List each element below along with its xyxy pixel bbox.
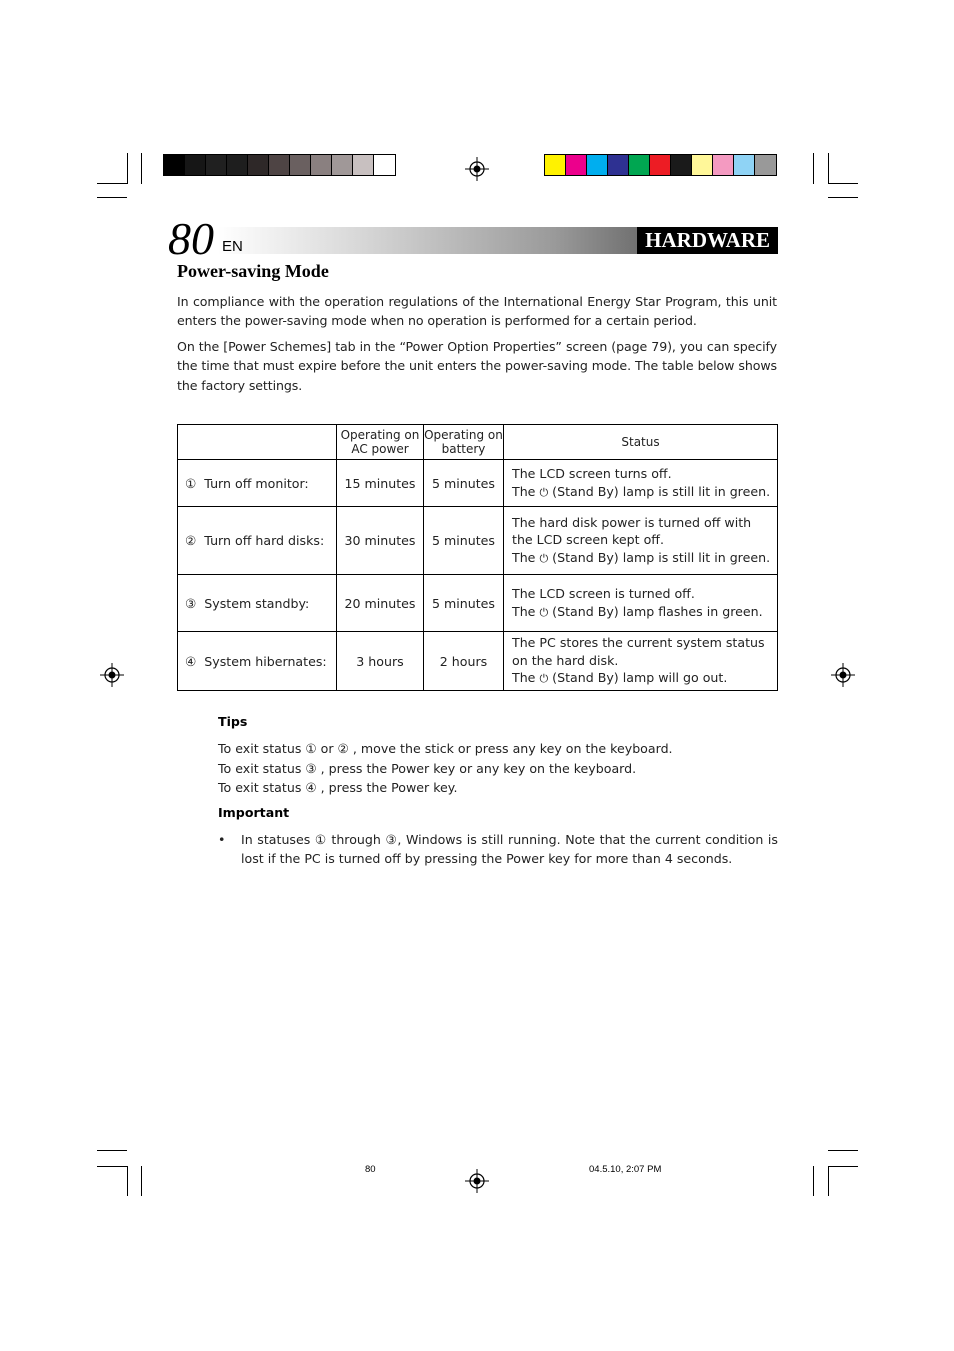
crop-mark (127, 153, 128, 184)
color-swatch (566, 155, 587, 175)
section-label: HARDWARE (637, 227, 778, 254)
color-swatch (755, 155, 776, 175)
crop-mark (97, 197, 127, 198)
gray-swatch (164, 155, 185, 175)
color-swatch (734, 155, 755, 175)
power-settings-table (177, 424, 778, 691)
gray-swatch (311, 155, 332, 175)
status-cell: The LCD screen is turned off. The ⏻ (Stand By) lamp flashes in green. (504, 575, 778, 632)
footer-timestamp: 04.5.10, 2:07 PM (589, 1164, 662, 1175)
registration-mark-icon (831, 663, 855, 687)
crop-mark (828, 1150, 858, 1151)
color-swatch (608, 155, 629, 175)
crop-mark (828, 1166, 829, 1196)
gray-swatch (206, 155, 227, 175)
gray-swatch (353, 155, 374, 175)
row-label: ② Turn off hard disks: (178, 507, 337, 575)
grayscale-calibration-bar (163, 154, 396, 176)
power-icon: ⏻ (539, 485, 549, 499)
row-label: ③ System standby: (178, 575, 337, 632)
gray-swatch (185, 155, 206, 175)
color-swatch (545, 155, 566, 175)
list-item: To exit status ③ , press the Power key or any key on the keyboard. (218, 760, 637, 776)
color-swatch (650, 155, 671, 175)
header-empty-cell (178, 425, 337, 460)
gray-swatch (227, 155, 248, 175)
crop-mark (828, 1166, 858, 1167)
table-row (178, 460, 778, 507)
tips-list (218, 739, 673, 798)
crop-mark (127, 1166, 128, 1196)
crop-mark (141, 1166, 142, 1196)
power-icon: ⏻ (539, 672, 549, 686)
table-row (178, 507, 778, 575)
page-language: EN (222, 238, 243, 255)
ac-value: 20 minutes (337, 575, 424, 632)
gray-swatch (374, 155, 395, 175)
crop-mark (828, 183, 858, 184)
header-battery: Operating on battery (424, 425, 504, 460)
registration-mark-icon (465, 157, 489, 181)
row-label: ④ System hibernates: (178, 632, 337, 691)
registration-mark-icon (465, 1169, 489, 1193)
color-swatch (692, 155, 713, 175)
important-heading: Important (218, 805, 290, 820)
crop-mark (828, 153, 829, 184)
ac-value: 3 hours (337, 632, 424, 691)
color-swatch (587, 155, 608, 175)
crop-mark (97, 1150, 127, 1151)
important-text: In statuses ① through ③, Windows is still running. Note that the current condition is lost if the PC is turned off by pressing the Power key for more than 4 seconds. (241, 832, 778, 867)
battery-value: 5 minutes (424, 507, 504, 575)
battery-value: 5 minutes (424, 460, 504, 507)
bullet-marker: • (218, 832, 226, 847)
power-icon: ⏻ (539, 605, 549, 619)
table-row (178, 575, 778, 632)
tips-heading: Tips (218, 714, 248, 729)
color-swatch (713, 155, 734, 175)
gray-swatch (332, 155, 353, 175)
battery-value: 2 hours (424, 632, 504, 691)
table-row (178, 632, 778, 691)
status-cell: The LCD screen turns off. The ⏻ (Stand By) lamp is still lit in green. (504, 460, 778, 507)
registration-mark-icon (100, 663, 124, 687)
status-cell: The PC stores the current system status on the hard disk. The ⏻ (Stand By) lamp will go out. (504, 632, 778, 691)
crop-mark (813, 153, 814, 184)
header-ac-power: Operating on AC power (337, 425, 424, 460)
intro-paragraph: In compliance with the operation regulations of the International Energy Star Program, this unit enters the power-saving mode when no operation is performed for a certain period. (177, 294, 777, 329)
color-calibration-bar (544, 154, 777, 176)
crop-mark (97, 183, 127, 184)
crop-mark (97, 1166, 127, 1167)
page-title: Power-saving Mode (177, 261, 329, 281)
crop-mark (828, 197, 858, 198)
table-header-row (178, 425, 778, 460)
page-number: 80 (168, 213, 214, 264)
status-cell: The hard disk power is turned off with the LCD screen kept off. The ⏻ (Stand By) lamp is still lit in green. (504, 507, 778, 575)
gray-swatch (290, 155, 311, 175)
footer-page-number: 80 (365, 1164, 376, 1175)
power-icon: ⏻ (539, 551, 549, 565)
gray-swatch (248, 155, 269, 175)
color-swatch (671, 155, 692, 175)
list-item: To exit status ④ , press the Power key. (218, 780, 458, 795)
gray-swatch (269, 155, 290, 175)
color-swatch (629, 155, 650, 175)
row-label: ① Turn off monitor: (178, 460, 337, 507)
ac-value: 15 minutes (337, 460, 424, 507)
ac-value: 30 minutes (337, 507, 424, 575)
crop-mark (813, 1166, 814, 1196)
header-status: Status (504, 425, 778, 460)
crop-mark (141, 153, 142, 184)
schemes-paragraph: On the [Power Schemes] tab in the “Power Option Properties” screen (page 79), you can specify the time that must expire before the unit enters the power-saving mode. The table below shows the factory settings. (177, 339, 777, 393)
battery-value: 5 minutes (424, 575, 504, 632)
list-item: To exit status ① or ② , move the stick or press any key on the keyboard. (218, 741, 673, 756)
